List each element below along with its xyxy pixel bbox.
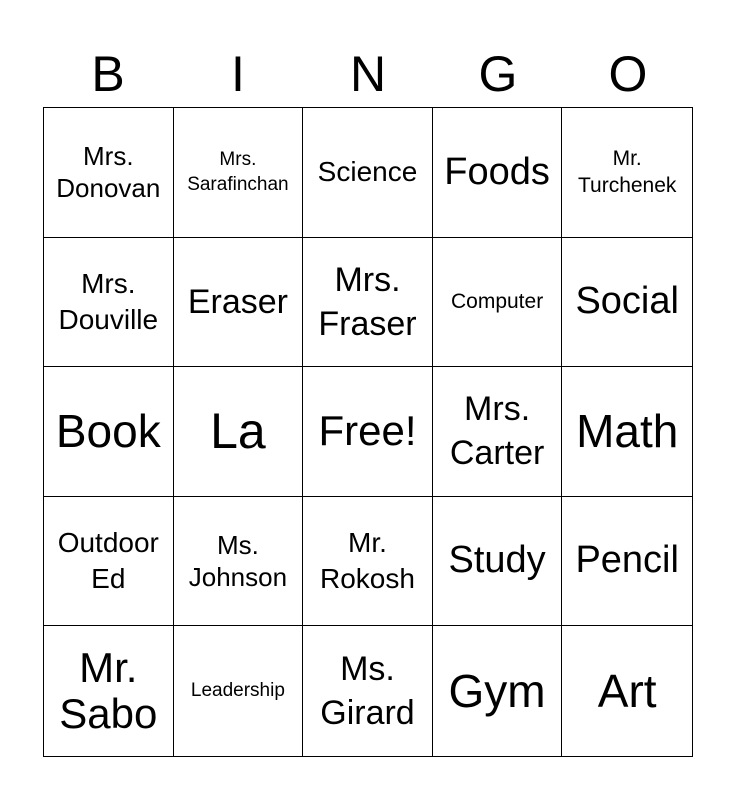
cell-label: Mrs. Sarafinchan [187, 148, 289, 196]
cell-label: Free! [318, 407, 417, 455]
bingo-cell[interactable] [562, 238, 692, 368]
bingo-cell[interactable] [174, 367, 304, 497]
header-letter-g: G [478, 46, 518, 102]
header-letter-o: O [608, 46, 648, 102]
bingo-cell[interactable] [303, 497, 433, 627]
bingo-header [43, 40, 693, 108]
bingo-cell[interactable] [44, 238, 174, 368]
cell-label: Mrs. Fraser [318, 260, 417, 343]
cell-label: Foods [444, 150, 550, 193]
bingo-cell[interactable] [44, 108, 174, 238]
bingo-cell[interactable] [433, 626, 563, 756]
bingo-cell[interactable] [562, 108, 692, 238]
bingo-cell[interactable] [433, 367, 563, 497]
cell-label: Mrs. Douville [58, 267, 159, 335]
cell-label: Mrs. Donovan [56, 140, 161, 204]
cell-label: Mr. Sabo [59, 644, 158, 738]
cell-label: Mr. Turchenek [577, 147, 677, 198]
cell-label: Mrs. Carter [449, 390, 545, 473]
cell-label: Outdoor Ed [57, 526, 159, 595]
bingo-cell[interactable] [174, 108, 304, 238]
cell-label: La [210, 402, 266, 459]
cell-label: Art [597, 664, 657, 717]
bingo-cell[interactable] [433, 238, 563, 368]
cell-label: Ms. Girard [320, 650, 415, 733]
cell-label: Computer [450, 290, 544, 314]
bingo-cell[interactable] [303, 108, 433, 238]
bingo-cell[interactable] [433, 108, 563, 238]
bingo-cell[interactable] [303, 238, 433, 368]
cell-label: Eraser [187, 282, 288, 321]
bingo-cell[interactable] [174, 626, 304, 756]
bingo-cell[interactable] [562, 626, 692, 756]
bingo-cell[interactable] [303, 626, 433, 756]
cell-label: Math [576, 404, 679, 457]
cell-label: Ms. Johnson [188, 529, 288, 593]
cell-label: Mr. Rokosh [320, 526, 415, 595]
header-letter-i: I [231, 46, 245, 102]
header-letter-n: N [349, 46, 387, 102]
cell-label: Science [317, 156, 418, 188]
bingo-cell[interactable] [44, 367, 174, 497]
header-letter-b: B [91, 46, 125, 102]
bingo-cell[interactable] [174, 238, 304, 368]
bingo-cell[interactable] [174, 497, 304, 627]
cell-label: Social [575, 280, 679, 323]
bingo-cell[interactable] [44, 626, 174, 756]
cell-label: Study [448, 539, 546, 582]
bingo-board [43, 107, 693, 757]
bingo-cell[interactable] [44, 497, 174, 627]
bingo-cell[interactable] [562, 367, 692, 497]
cell-label: Gym [448, 664, 546, 717]
bingo-cell[interactable] [433, 497, 563, 627]
cell-label: Pencil [575, 539, 679, 582]
cell-label: Book [55, 404, 161, 457]
bingo-cell-free[interactable] [303, 367, 433, 497]
cell-label: Leadership [190, 680, 285, 702]
bingo-cell[interactable] [562, 497, 692, 627]
